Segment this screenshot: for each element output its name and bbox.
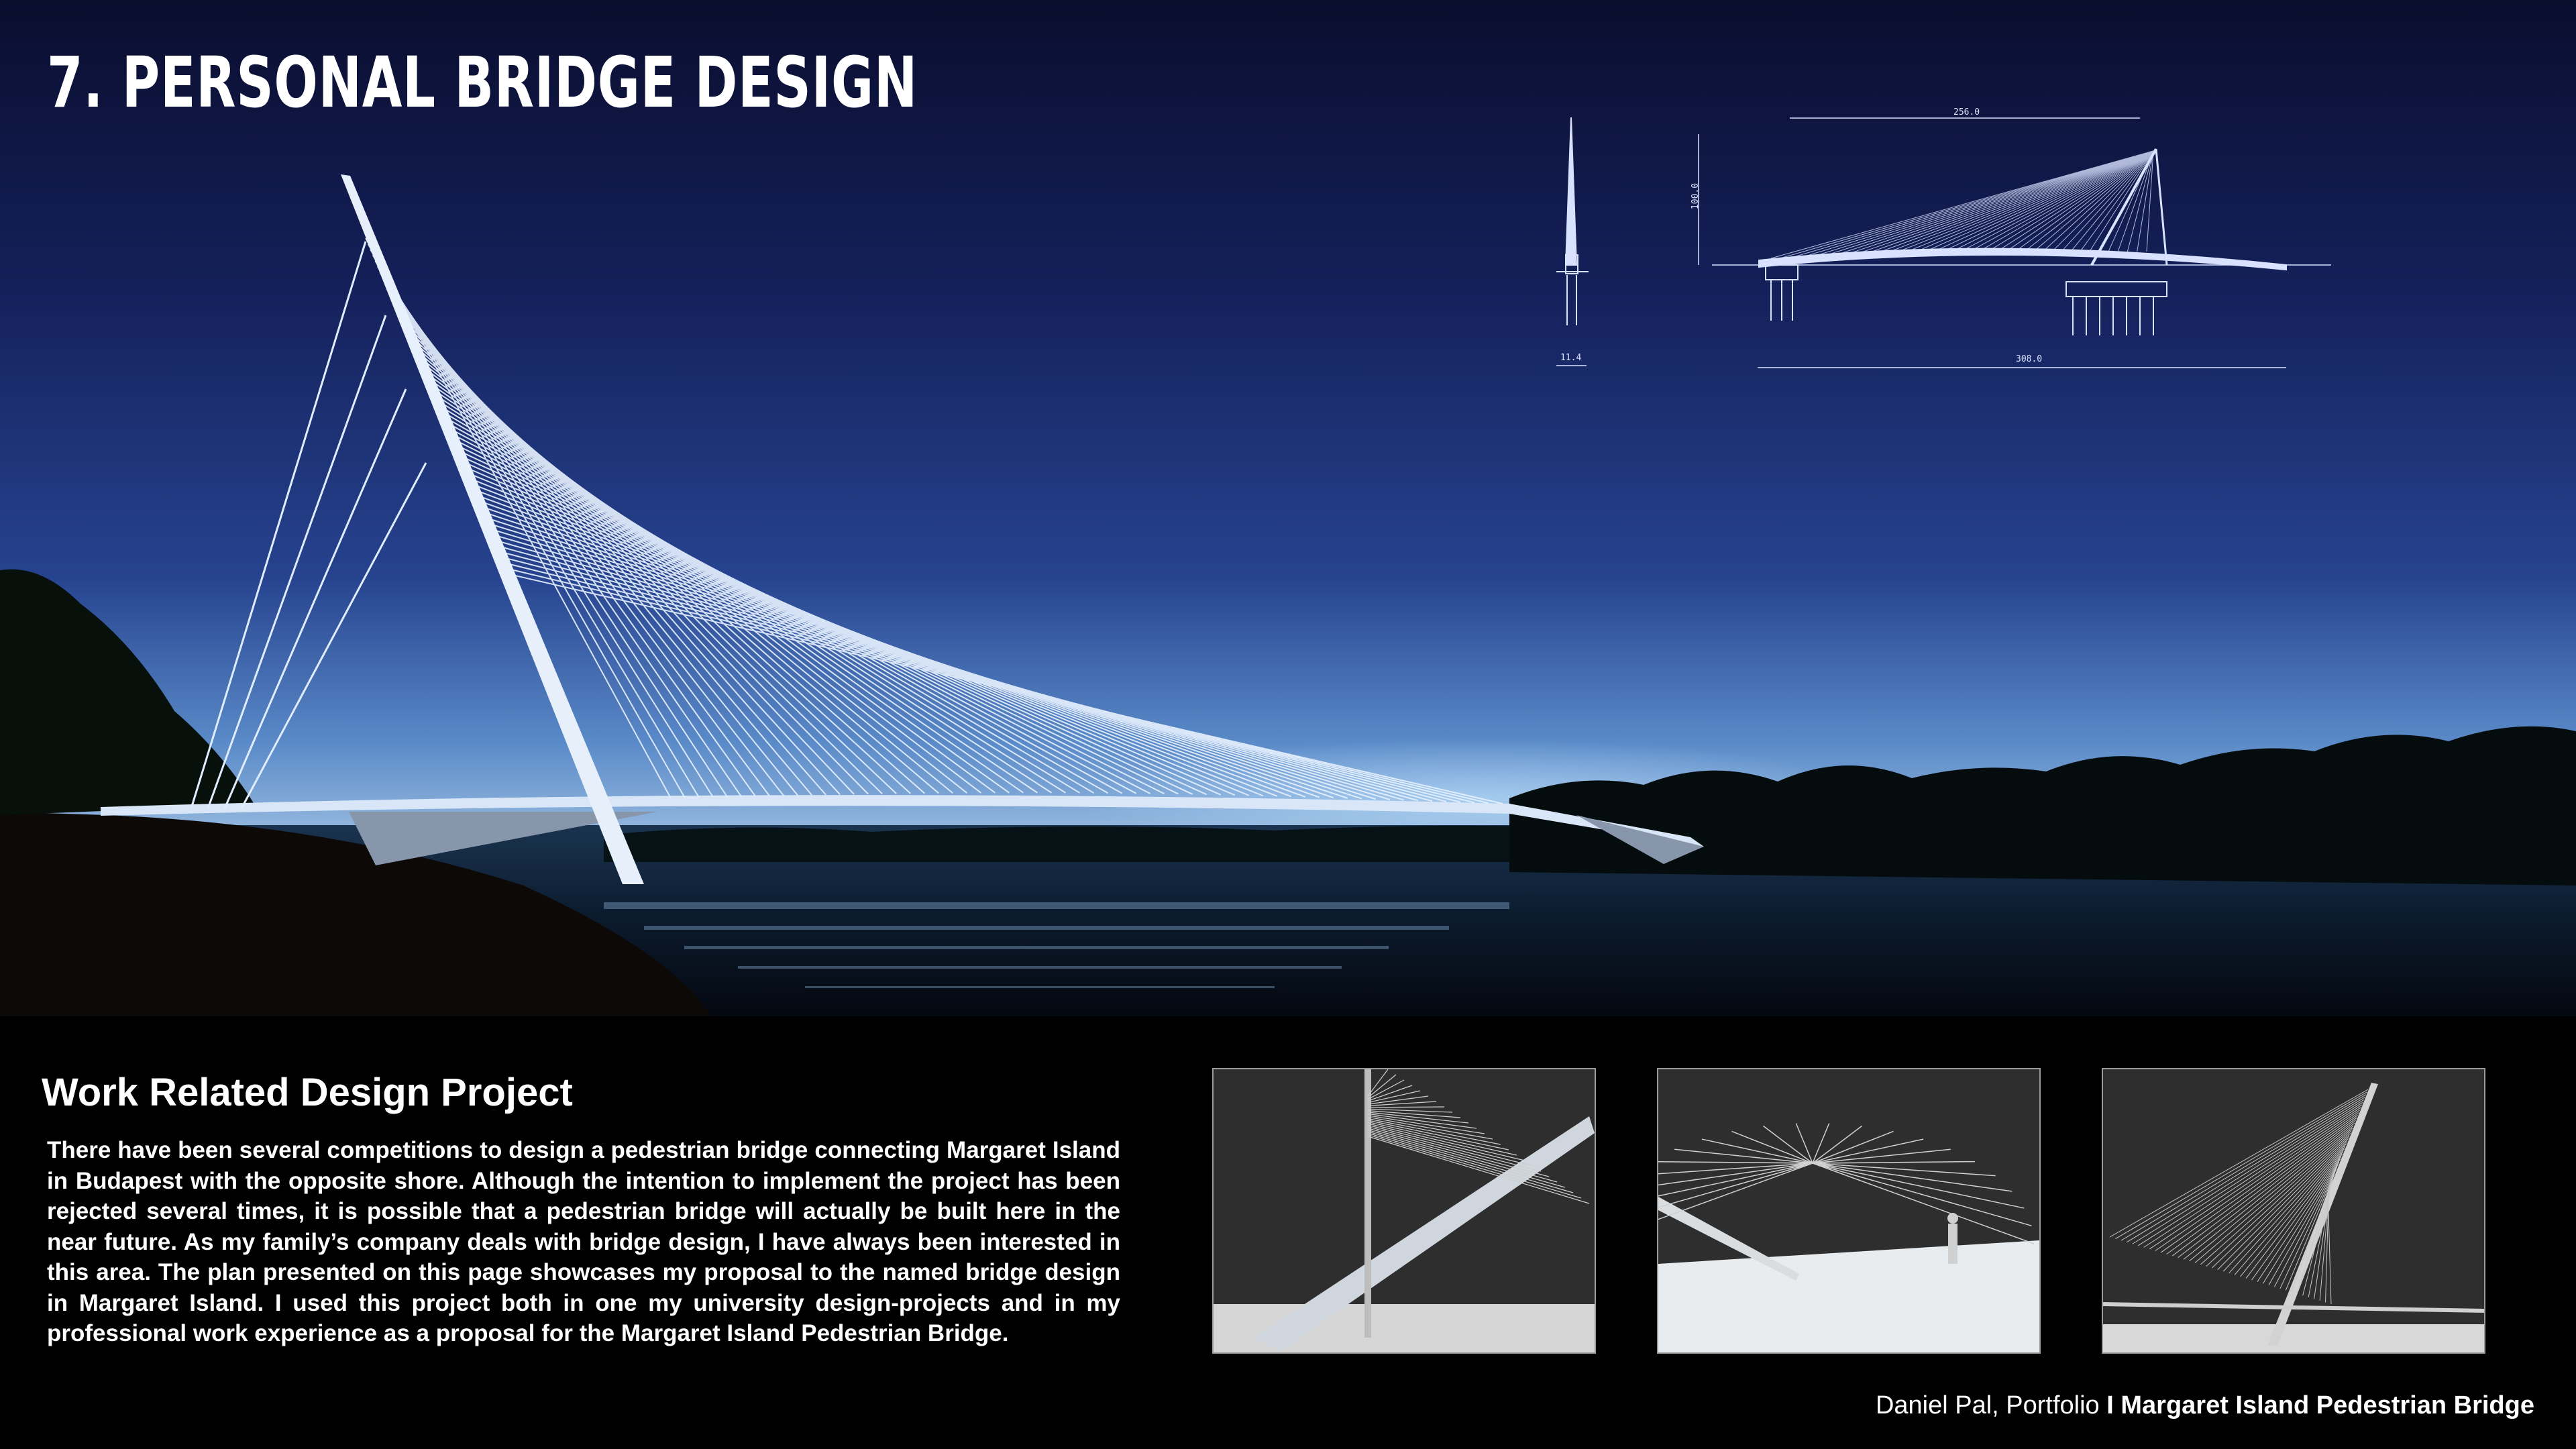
elevation-cables [1771,151,2153,258]
drawing-cable [1800,151,2153,258]
thumbnail-render-2 [1657,1068,2041,1354]
dim-total: 308.0 [2016,354,2043,364]
drawing-cable [1780,151,2153,258]
cross-section-drawing [1556,117,1589,366]
drawing-cable [1809,151,2153,258]
dim-height: 100.0 [1690,182,1701,210]
drawing-cable [2012,151,2153,254]
section-heading: Work Related Design Project [42,1071,573,1114]
dim-span-top: 256.0 [1953,107,1980,117]
project-description: There have been several competitions to design a pedestrian bridge connecting Margaret Island in Budapest with the opposite shore. Although the intention to implement the project has been rejected several times, it is possible that a pedestrian bridge will actually be built here in the near future. As my family’s company deals with bridge design, I have always been interested in this area. The plan presented on this page showcases my proposal to the named bridge design in Margaret Island. I used this project both in one my university design-projects and in my professional work experience as a proposal for the Margaret Island Pedestrian Bridge. [47,1137,1120,1346]
drawing-cable [1954,151,2153,255]
elevation-drawing [1699,118,2331,368]
page-title: 7. PERSONAL BRIDGE DESIGN [47,42,918,123]
drawing-cable [1790,151,2153,258]
drawing-cable [1906,151,2153,256]
drawing-cable [2041,151,2153,254]
drawing-cable [1915,151,2153,256]
thumbnail-render-3 [2102,1068,2485,1354]
thumbnail-render-1 [1212,1068,1596,1354]
dim-width: 11.4 [1560,353,1582,363]
drawing-cable [1848,151,2153,257]
drawing-cable [1868,151,2153,256]
footer-project: I Margaret Island Pedestrian Bridge [2106,1391,2534,1419]
drawing-cable [1877,151,2153,256]
footer-credit [1876,1391,2534,1420]
footer-author: Daniel Pal, Portfolio [1875,1391,2107,1419]
thumb-cable [1368,1107,1444,1108]
